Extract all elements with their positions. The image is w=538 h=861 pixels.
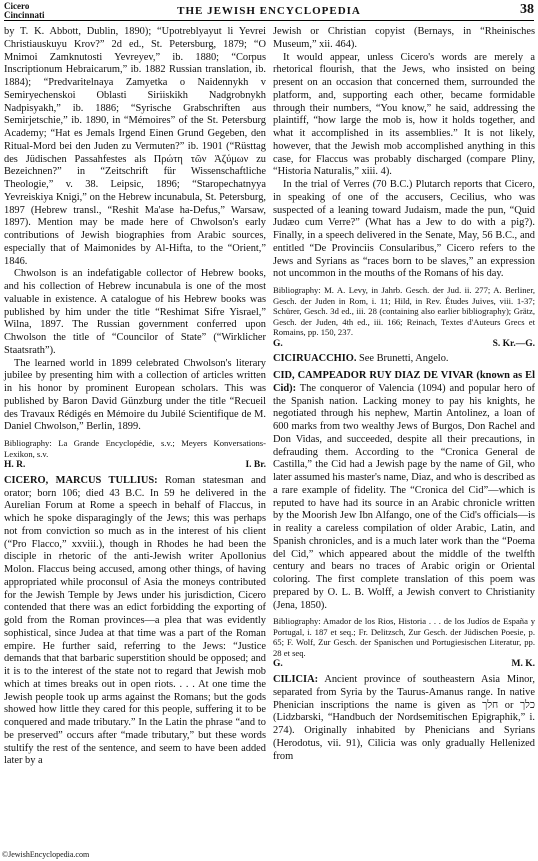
cilicia-entry — [273, 674, 535, 763]
cicero-text: Roman statesman and orator; born 106; died 43 B.C. In 59 he delivered in the Aurelian Forum at Rome a speech in behalf of Flaccus, in which he spoke disparagingly of the Jews; this was perhaps not from conviction so much as in the interest of his client (“Pro Flacco,” xxviii.), though in Rhodes he had been the disciple in rhetoric of the anti-Jewish writer Apollonius Molon. Flaccus being accused, among other things, of having appropriated while proconsul of Asia the moneys contributed for the Jewish Temple by Jews under his jurisdiction, Cicero contended that there was an edict forbidding the exporting of gold from the Roman provinces—a plea that was evidently sophistical, since Judea at that time was a part of the Roman empire. He further said, referring to the Jews: “Justice demands that that barbaric superstition should be opposed; and it is to the interest of the state not to regard that Jewish mob which at times breaks out in open riots. . . . At one time the Jewish people took up arms against the Romans; but the gods showed how little they cared for this people, suffering it to be conquered and made tributary.” In the Latin the phrase “and to be preserved” occurs after “made tributary,” but these words stultify the rest of the sentence, and seem to have been added later by a — [4, 474, 266, 767]
signature-left: G. — [273, 659, 283, 670]
cilicia-heading: CILICIA: — [273, 674, 319, 685]
cicero-entry — [4, 475, 266, 768]
header-rule — [4, 20, 534, 21]
page-number: 38 — [520, 2, 534, 17]
cid-heading: CID, CAMPEADOR RUY DIAZ DE VIVAR (known as El Cid): — [273, 370, 535, 394]
page-header — [4, 2, 534, 22]
running-head-first: Cicero — [4, 1, 30, 11]
site-watermark: ©JewishEncyclopedia.com — [2, 850, 90, 859]
running-head-last: Cincinnati — [4, 10, 45, 20]
cicero-bibliography: Bibliography: M. A. Levy, in Jahrb. Gesch. der Jud. ii. 277; A. Berliner, Gesch. der Juden in Rom, i. 11; Hild, in Rev. Études Juives, viii. 1-37; Schürer, Gesch. 3d ed., iii. 28 (containing also earlier bibliography); Grätz, Gesch. der Juden, 4th ed., iii. 166; Reinach, Textes d'Auteurs Grecs et Romains, pp. 150, 237. — [273, 285, 535, 337]
left-column — [4, 26, 266, 768]
cid-text: The conqueror of Valencia (1094) and popular hero of the Spanish nation. Lacking money to pay his knights, he negotiated through his nephew, Martin Antolinez, a loan of 600 marks from two wealthy Jews of Burgos, Don Rachel and Don Vidas, and succeeded, despite all their precautions, in defrauding them. According to the “Cronica General de Castilla,” the Cid had a Jewish page by the name of Gil, who later assumed his master's name, Diaz, and who is described as a rare example of fidelity. The “Cronica del Cid”—which is reputed to have had its source in an Arabic chronicle written by the Moorish Jew Ibn Alfango, one of the Cid's officials—is in reality a careless compilation of older Arabic, Latin, and Spanish chronicles, and is a much later work than the “Poema del Cid,” which appeared about the middle of the twelfth century and bears no traces of Arabic origin or Oriental coloring. The first complete translation of this poem was prepared by O. L. B. Wolff, a Jewish convert to Christianity (Jena, 1850). — [273, 382, 535, 611]
cicero-heading: CICERO, MARCUS TULLIUS: — [4, 474, 158, 486]
right-column — [273, 26, 535, 763]
chwolson-signature — [4, 459, 266, 472]
signature-right: S. Kr.—G. — [492, 338, 535, 349]
cicero-signature — [273, 338, 535, 351]
cicero-mob-paragraph: It would appear, unless Cicero's words are merely a rhetorical flourish, that the Jews, who insisted on being present on an occasion that concerned them, surrounded the platform, and, supporting each other, became formidable through their numbers, “You know,” he said, addressing the plaintiff, “how large the mob is, how it holds together, and what it accomplished in its assemblies.” It is not likely, however, that the Jewish mob accomplished anything in this case, for Flaccus was probably discharged (compare Pliny, “Historia Naturalis,” xiii. 4). — [273, 51, 535, 178]
chwolson-works-paragraph: by T. K. Abbott, Dublin, 1890); “Upotreblyayut li Yevrei Christiauskuyu Krov?” 2d ed., St. Petersburg, 1879; “O Mnimoi Zamknutosti Yevreyev,” ib. 1880; “Corpus Inscriptionum Hebraicarum,” ib. 1882 Russian translation, ib. 1884); “Predvaritelnaya Zamyetka o Naidennykh v Semiryechenskoi Oblasti Siriiskikh Nadgrobnykh Nadpisyakh,” ib. 1886; “Syrische Grabschriften aus Semirjetschie,” ib. 1890, in “Mémoires” of the St. Petersburg Academy; “Hat es Jemals Irgend Einen Grund Gegeben, den Ritual-Mord bei den Juden zu Vermuten?” ib. 1901 (“Rüsttag des Jüdischen Passahfestes als Πρώτη τῶν Ἀζύμων zu Bezeichnen?” in “Zeitschrift für Wissenschaftliche Theologie,” v. 38. Leipsic, 1896; “Staropechatnyya Yevreiskiya Knigi,” on the Hebrew incunabula, St. Petersburg, 1897 (Hebrew transl., “Reshit Ma'ase ha-Defus,” Warsaw, 1897). Mention may be made here of Chwolson's early contributions of Jewish biographies from Arabic sources, especially that of Maimonides by Al-Hifta, to the “Orient,” 1846. — [4, 26, 266, 267]
cicero-verres-paragraph: In the trial of Verres (70 B.C.) Plutarch reports that Cicero, in speaking of one of the accusers, Cecilius, who was suspected of a leaning toward Judaism, made the pun, “Quid Judæo cum Verre?” (What has a Jew to do with a pig?). Finally, in a speech delivered in the Senate, May, 56 B.C., and entitled “De Provinciis Consularibus,” Cicero refers to the Jews and Syrians as “races born to be slaves,” an expression not uncommon in the mouths of the Romans of his day. — [273, 179, 535, 280]
signature-left: G. — [273, 338, 283, 349]
signature-left: H. R. — [4, 460, 26, 470]
cid-signature — [273, 658, 535, 671]
chwolson-collection-paragraph: Chwolson is an indefatigable collector of Hebrew books, and his collection of Hebrew incunabula is one of the most valuable in existence. A catalogue of his Hebrew books was published by him under the title “Reshimat Sifre Yisrael,” Wilna, 1897. The Russian government conferred upon Chwolson the title of “Councilor of State” (“Wirklicher Staatsrath”). — [4, 268, 266, 356]
cid-bibliography: Bibliography: Amador de los Rios, Historia . . . de los Judíos de España y Portugal, i. 187 et seq.; Fr. Delitzsch, Zur Gesch. der Jüdischen Poesie, p. 65; F. Wolf, Zur Gesch. der Spanischen und Portugiesischen Literatur, pp. 28 et seq. — [273, 616, 535, 658]
signature-right: I. Br. — [245, 460, 266, 470]
cicero-continuation: Jewish or Christian copyist (Bernays, in “Rheinisches Museum,” xii. 464). — [273, 26, 535, 50]
cid-entry — [273, 370, 535, 612]
ciciruacchio-heading: CICIRUACCHIO. — [273, 353, 357, 365]
ciciruacchio-entry — [273, 353, 535, 366]
publication-title: THE JEWISH ENCYCLOPEDIA — [177, 5, 361, 17]
chwolson-jubilee-paragraph: The learned world in 1899 celebrated Chwolson's literary jubilee by presenting him with a collection of articles written in his honor by prominent European scholars. This was published by Baron David Günzburg under the title “Recueil des Travaux Rédigés en Mémoire du Jubilé Scientifique de M. Daniel Chwolson,” Berlin, 1899. — [4, 357, 266, 433]
cilicia-text: Ancient province of southeastern Asia Minor, separated from Syria by the Taurus-Amanus range. In native Phenician inscriptions the name is given as חלך or כלך (Lidzbarski, “Handbuch der Nordsemitischen Epigraphik,” i. 274). Originally inhabited by Phenicians and Syrians (Herodotus, vii. 91), Cilicia was only gradually Hellenized from — [273, 674, 535, 762]
signature-right: M. K. — [511, 659, 535, 670]
chwolson-bibliography: Bibliography: La Grande Encyclopédie, s.v.; Meyers Konversations-Lexikon, s.v. — [4, 438, 266, 459]
ciciruacchio-crossref: See Brunetti, Angelo. — [356, 353, 449, 365]
